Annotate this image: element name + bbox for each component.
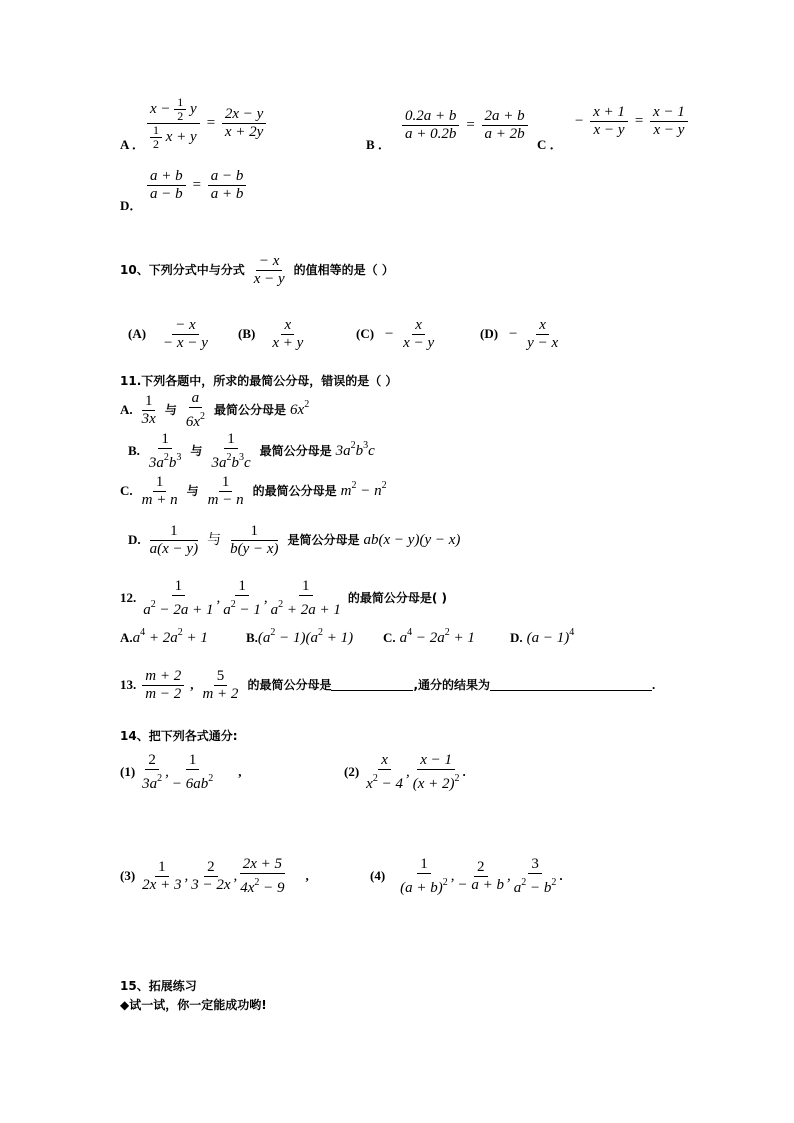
q11-a-label: A. bbox=[120, 402, 133, 418]
q9-option-c-formula: − $\frac{x + 1}{x - y}$ = $\frac{x - 1}{x - y}$ bbox=[574, 104, 690, 139]
q10-stem-suffix: 的值相等的是（ ） bbox=[293, 263, 394, 278]
q11-b-tail: 最简公分母是 bbox=[259, 444, 332, 459]
q12-option-d: D. $(a - 1)^4$ bbox=[510, 627, 575, 646]
q11-stem: 11.下列各题中，所求的最简公分母，错误的是（ ） bbox=[120, 374, 398, 388]
q11-d-tail: 是简公分母是 bbox=[287, 533, 360, 548]
q9-option-b-label: B ． bbox=[366, 137, 391, 152]
q15-stem: 15、拓展练习 bbox=[120, 979, 197, 993]
q12-a-label: A. bbox=[120, 630, 133, 645]
q14-p1-label: (1) bbox=[120, 764, 136, 780]
q12-option-b: $B.(a^2 - 1)(a^2 + 1)$ bbox=[246, 627, 354, 646]
q11-option-d: D. $\frac{1}{a(x - y)}$ 与 $\frac{1}{b(y - x)}$ 是简公分母是 ab(x − y)(y − x) bbox=[128, 523, 461, 557]
q12-b-label: B. bbox=[246, 630, 258, 645]
q14-part-4: (4) $\frac{1}{(a + b)^2}$ , $\frac{2}{- a + b}$ , $\frac{3}{a^2 - b^2}$ . bbox=[370, 856, 563, 896]
q11-c-label: C. bbox=[120, 483, 133, 499]
q12-option-a: $A.a^4 + 2a^2 + 1$ bbox=[120, 627, 208, 646]
q14-part-2: (2) $\frac{x}{x^2 - 4}$ , $\frac{x - 1}{(x + 2)^2}$ . bbox=[344, 752, 466, 792]
q14-p2-label: (2) bbox=[344, 764, 360, 780]
q13-blank-lcd[interactable] bbox=[331, 678, 413, 691]
q12-label: 12. bbox=[120, 590, 137, 606]
q11-d-mid: 与 bbox=[207, 532, 222, 549]
q14-stem: 14、把下列各式通分: bbox=[120, 729, 238, 743]
q13-mid2: ,通分的结果为 bbox=[413, 678, 491, 693]
q11-c-tail: 的最简公分母是 bbox=[252, 484, 337, 499]
q11-a-tail: 最简公分母是 bbox=[214, 403, 287, 418]
q10-option-a: (A) $\frac{- x}{- x - y}$ bbox=[128, 317, 208, 351]
q12-stem-suffix: 的最简公分母是( ) bbox=[347, 591, 448, 606]
q9-option-d-label: D． bbox=[120, 198, 143, 213]
q13-label: 13. bbox=[120, 677, 137, 693]
q11-option-c: C. $\frac{1}{m + n}$ 与 $\frac{1}{m - n}$ 的最简公分母是 $m^2 - n^2$ bbox=[120, 474, 387, 508]
q9-option-c-label: C ． bbox=[537, 137, 563, 152]
q14-p3-label: (3) bbox=[120, 868, 136, 884]
q11-option-b: B. $\frac{1}{3a^2b^3}$ 与 $\frac{1}{3a^2b^3c}$ 最简公分母是 $3a^2b^3c$ bbox=[128, 431, 375, 471]
q11-a-mid: 与 bbox=[164, 403, 177, 418]
q11-b-label: B. bbox=[128, 443, 140, 459]
q10-c-label: (C) bbox=[356, 326, 375, 342]
q15-sub: ◆试一试，你一定能成功哟! bbox=[120, 998, 267, 1012]
q9-option-d-formula: $\frac{a + b}{a - b}$ = $\frac{a - b}{a + b}$ bbox=[145, 168, 248, 203]
q12-d-label: D. bbox=[510, 630, 523, 645]
q10-option-b: (B) $\frac{x}{x + y}$ bbox=[238, 317, 304, 351]
q9-option-b-formula: $\frac{0.2a + b}{a + 0.2b}$ = $\frac{2a + b}{a + 2b}$ bbox=[400, 108, 530, 143]
q10-d-label: (D) bbox=[480, 326, 499, 342]
q12-option-c: C. $a^4 - 2a^2 + 1$ bbox=[383, 627, 475, 646]
q12-c-label: C. bbox=[383, 630, 396, 645]
q12-stem: 12. $\frac{1}{a^2 - 2a + 1}$ , $\frac{1}{a^2 - 1}$ , $\frac{1}{a^2 + 2a + 1}$ 的最简公分母是( ) bbox=[120, 578, 448, 618]
q10-stem: 10、下列分式中与分式 $\frac{- x}{x - y}$ 的值相等的是（ ） bbox=[120, 253, 394, 287]
q13-blank-result[interactable] bbox=[490, 678, 652, 691]
q13-stem: 13. $\frac{m + 2}{m - 2}$ , $\frac{5}{m + 2}$ 的最简公分母是 ,通分的结果为 . bbox=[120, 668, 656, 702]
q14-part-1: (1) $\frac{2}{3a^2}$ , $\frac{1}{- 6ab^2}$ , bbox=[120, 752, 242, 792]
q11-b-mid: 与 bbox=[190, 444, 203, 459]
q14-p4-label: (4) bbox=[370, 868, 386, 884]
q14-part-3: (3) $\frac{1}{2x + 3}$ , $\frac{2}{3 - 2x}$ , $\frac{2x + 5}{4x^2 - 9}$ , bbox=[120, 856, 309, 896]
q9-option-a-formula: x − $\frac{1}{2}$ y $\frac{1}{2}$ x + y = $\frac{2x - y}{x + 2y}$ bbox=[145, 96, 268, 151]
q11-option-a: A. $\frac{1}{3x}$ 与 $\frac{a}{6x^2}$ 最简公分母是 $6x^2$ bbox=[120, 390, 310, 430]
q10-option-d: (D) − $\frac{x}{y - x}$ bbox=[480, 317, 559, 351]
q10-stem-prefix: 10、下列分式中与分式 bbox=[120, 263, 245, 278]
q10-a-label: (A) bbox=[128, 326, 147, 342]
q9-option-a-label: A ． bbox=[120, 137, 145, 152]
q11-d-label: D. bbox=[128, 532, 141, 548]
q10-b-label: (B) bbox=[238, 326, 256, 342]
q13-mid: 的最简公分母是 bbox=[247, 678, 332, 693]
q11-c-mid: 与 bbox=[186, 484, 199, 499]
q10-option-c: (C) − $\frac{x}{x - y}$ bbox=[356, 317, 435, 351]
